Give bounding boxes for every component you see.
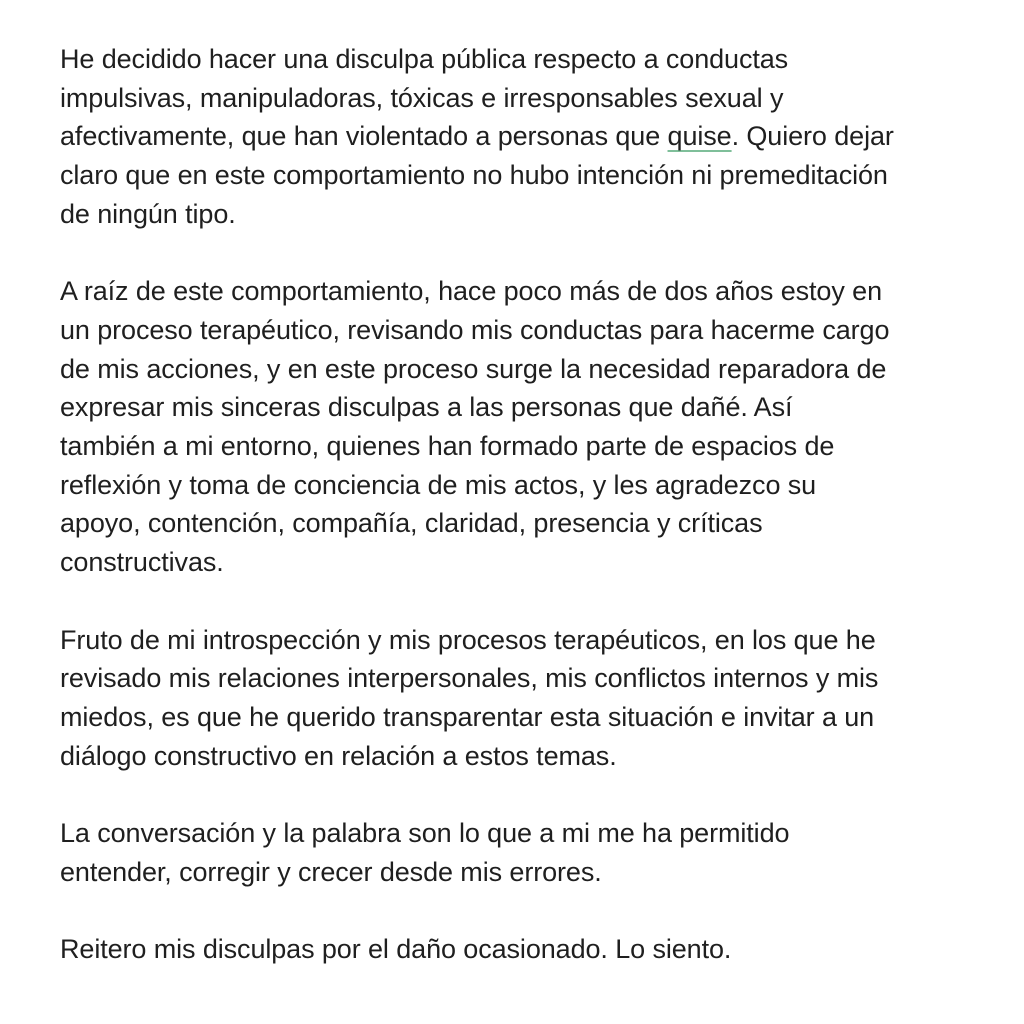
paragraph-4 [60,814,984,891]
text-line: impulsivas, manipuladoras, tóxicas e irresponsables sexual y [60,82,784,113]
document-body[interactable] [60,40,984,969]
text-line: diálogo constructivo en relación a estos temas. [60,740,617,771]
paragraph-5 [60,930,984,969]
text-segment: . Quiero dejar [731,121,894,152]
text-line: miedos, es que he querido transparentar esta situación e invitar a un [60,701,875,732]
text-line: Reitero mis disculpas por el daño ocasionado. Lo siento. [60,934,732,965]
text-line: claro que en este comportamiento no hubo intención ni premeditación [60,160,888,191]
text-line: A raíz de este comportamiento, hace poco más de dos años estoy en [60,276,882,307]
text-line: de ningún tipo. [60,198,236,229]
text-line: de mis acciones, y en este proceso surge la necesidad reparadora de [60,353,887,384]
paragraph-1 [60,40,984,234]
text-line: revisado mis relaciones interpersonales, mis conflictos internos y mis [60,663,879,694]
text-line: La conversación y la palabra son lo que a mi me ha permitido [60,818,790,849]
text-line: He decidido hacer una disculpa pública respecto a conductas [60,44,789,74]
paragraph-3 [60,621,984,776]
text-line: un proceso terapéutico, revisando mis conductas para hacerme cargo [60,314,890,345]
text-line: también a mi entorno, quienes han formado parte de espacios de [60,431,835,462]
text-line: apoyo, contención, compañía, claridad, presencia y críticas [60,508,763,539]
paragraph-2 [60,272,984,582]
spellcheck-flagged-word[interactable]: quise [667,121,732,152]
text-line [60,117,984,156]
text-line: reflexión y toma de conciencia de mis actos, y les agradezco su [60,469,817,500]
text-line: entender, corregir y crecer desde mis errores. [60,856,602,887]
text-segment: afectivamente, que han violentado a personas que [60,121,668,152]
text-line: expresar mis sinceras disculpas a las personas que dañé. Así [60,392,793,423]
text-line: Fruto de mi introspección y mis procesos terapéuticos, en los que he [60,624,876,655]
text-line: constructivas. [60,547,224,578]
